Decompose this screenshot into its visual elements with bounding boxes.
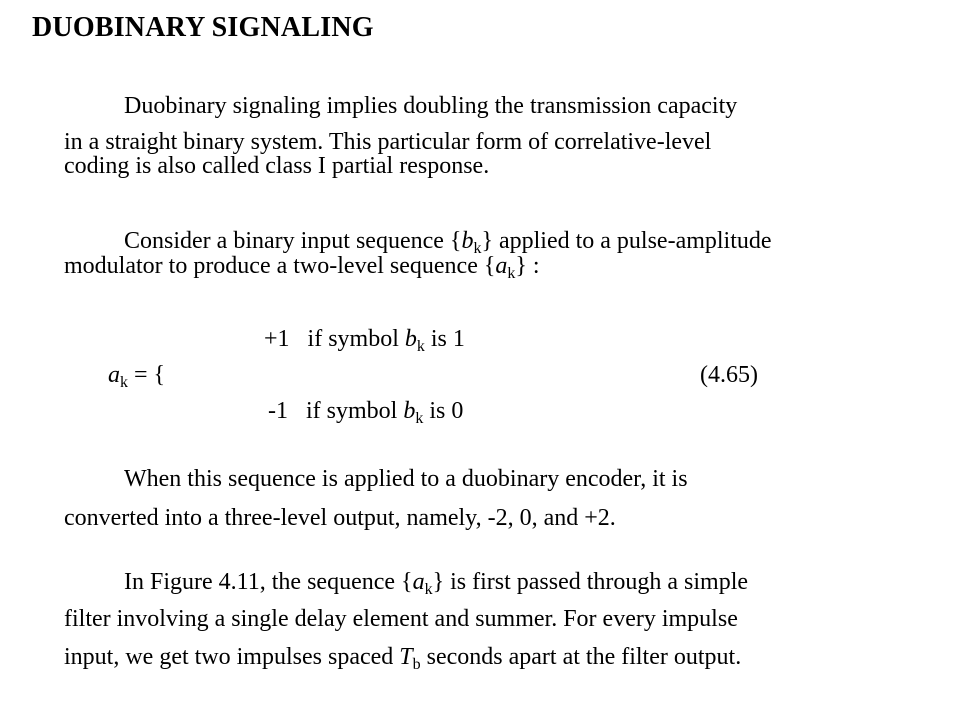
para2-text: } applied to a pulse-amplitude: [481, 228, 772, 254]
para1-line3: coding is also called class I partial response.: [64, 153, 490, 179]
page-title: DUOBINARY SIGNALING: [32, 12, 374, 43]
subscript-k: k: [507, 265, 516, 282]
para3-line2: converted into a three-level output, namely, -2, 0, and +2.: [64, 505, 616, 531]
para4-line1: [124, 569, 748, 596]
symbol-b: b: [403, 398, 416, 424]
subscript-k: k: [424, 581, 433, 598]
para2-text: Consider a binary input sequence {: [124, 228, 462, 254]
subscript-k: k: [416, 338, 425, 355]
symbol-T: T: [399, 644, 413, 670]
case-text: is 0: [423, 398, 464, 424]
para4-text: In Figure 4.11, the sequence {: [124, 569, 413, 595]
para2-text: modulator to produce a two-level sequence {: [64, 253, 496, 279]
equation-lhs: [108, 362, 165, 389]
subscript-k: k: [473, 240, 482, 257]
para2-line2: [64, 253, 540, 280]
symbol-b: b: [461, 228, 474, 254]
equation-case-1: [264, 326, 465, 353]
symbol-a: a: [412, 569, 425, 595]
case-text: -1 if symbol: [268, 398, 404, 424]
subscript-k: k: [415, 410, 424, 427]
subscript-k: k: [120, 374, 128, 391]
case-text: is 1: [424, 326, 465, 352]
symbol-b: b: [404, 326, 417, 352]
equation-number: (4.65): [700, 362, 758, 388]
para2-line1: [124, 228, 772, 255]
para1-line2: in a straight binary system. This particular form of correlative-level: [64, 129, 712, 155]
para4-text: } is first passed through a simple: [432, 569, 749, 595]
symbol-a: a: [108, 362, 120, 388]
para3-line1: When this sequence is applied to a duobinary encoder, it is: [124, 466, 688, 492]
symbol-a: a: [495, 253, 508, 279]
para4-text: input, we get two impulses spaced: [64, 644, 400, 670]
subscript-b: b: [412, 656, 421, 673]
equals-brace: = {: [128, 362, 166, 388]
para4-text: seconds apart at the filter output.: [420, 644, 742, 670]
para1-line1: Duobinary signaling implies doubling the transmission capacity: [124, 93, 738, 119]
case-text: +1 if symbol: [264, 326, 405, 352]
para4-line2: filter involving a single delay element and summer. For every impulse: [64, 606, 738, 632]
para4-line3: [64, 644, 741, 671]
para2-text: } :: [515, 253, 540, 279]
equation-case-2: [268, 398, 463, 425]
